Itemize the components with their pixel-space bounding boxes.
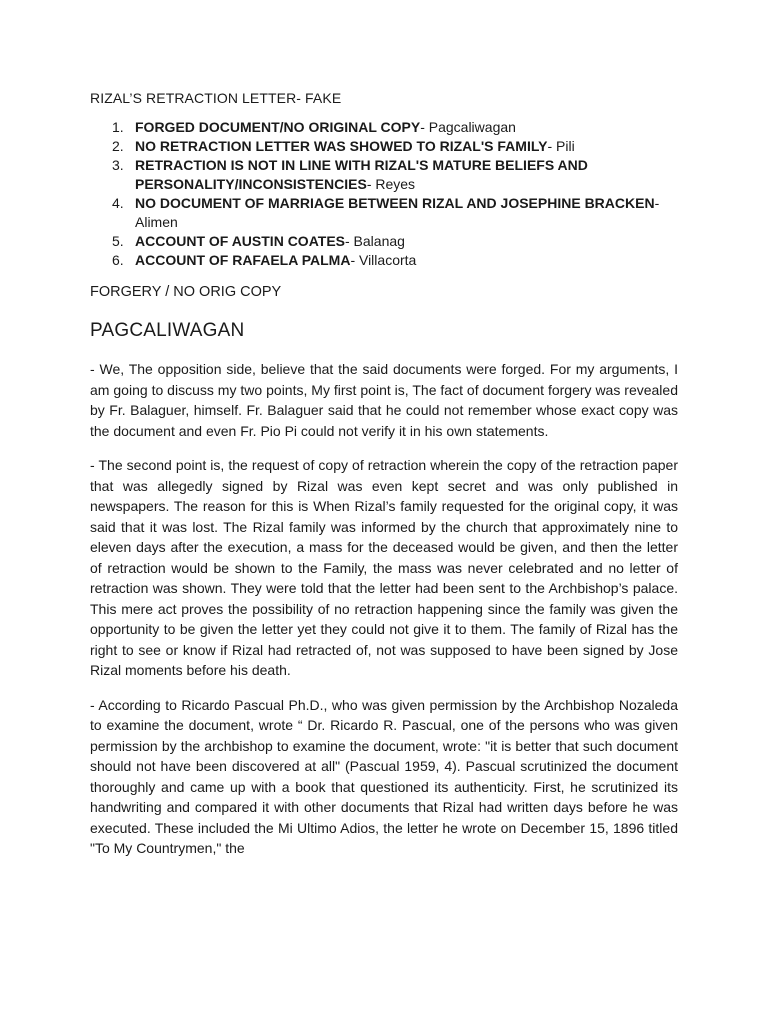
section-label: FORGERY / NO ORIG COPY bbox=[90, 284, 282, 300]
paragraph: - We, The opposition side, believe that the said documents were forged. For my arguments, I am going to discuss my two points, My first point is, The fact of document forgery was revealed by Fr. Balaguer, himself. Fr. Balaguer said that he could not remember whose exact copy was the document and even Fr. Pio Pi could not verify it in his own statements. bbox=[90, 361, 678, 439]
speaker-heading: PAGCALIWAGAN bbox=[90, 320, 245, 341]
list-item-speaker: - Reyes bbox=[366, 176, 416, 192]
list-item bbox=[90, 194, 678, 232]
list-item bbox=[90, 251, 678, 270]
paragraph: - The second point is, the request of copy of retraction wherein the copy of the retraction paper that was allegedly signed by Rizal was even kept secret and was only published in newspapers. The reason for this is When Rizal’s family requested for the original copy, it was said that it was lost. The Rizal family was informed by the church that approximately nine to eleven days after the execution, a mass for the deceased would be given, and then the letter of retraction would be shown to the Family, the mass was never celebrated and no letter of retraction was shown. They were told that the letter had been sent to the Archbishop’s palace. This mere act proves the possibility of no retraction happening since the family was given the opportunity to be given the letter yet they could not give it to them. The family of Rizal has the right to see or know if Rizal had retracted of, not was supposed to have been signed by Jose Rizal moments before his death. bbox=[90, 457, 678, 678]
list-item-number: 5. bbox=[112, 233, 124, 249]
list-item-number: 6. bbox=[112, 252, 124, 268]
list-item bbox=[90, 137, 678, 156]
list-item bbox=[90, 118, 678, 137]
list-item-number: 4. bbox=[112, 195, 124, 211]
list-item-number: 2. bbox=[112, 138, 124, 154]
list-item-speaker: - Pili bbox=[547, 138, 575, 154]
list-item-number: 3. bbox=[112, 157, 124, 173]
points-list bbox=[90, 118, 678, 270]
list-item bbox=[90, 232, 678, 251]
list-item-speaker: - Alimen bbox=[135, 195, 660, 230]
list-item-speaker: - Pagcaliwagan bbox=[420, 119, 516, 135]
list-item bbox=[90, 156, 678, 194]
list-item-number: 1. bbox=[112, 119, 124, 135]
list-item-heading: FORGED DOCUMENT/NO ORIGINAL COPY bbox=[135, 119, 421, 135]
list-item-speaker: - Villacorta bbox=[350, 252, 417, 268]
list-item-heading: ACCOUNT OF RAFAELA PALMA bbox=[135, 252, 351, 268]
paragraph: - According to Ricardo Pascual Ph.D., who was given permission by the Archbishop Nozaleda to examine the document, wrote “ Dr. Ricardo R. Pascual, one of the persons who was given permission by the archbishop to examine the document, wrote: "it is better that such document should not have been discovered at all" (Pascual 1959, 4). Pascual scrutinized the document thoroughly and came up with a book that questioned its authenticity. First, he scrutinized its handwriting and compared it with other documents that Rizal had written days before he was executed. These included the Mi Ultimo Adios, the letter he wrote on December 15, 1896 titled "To My Countrymen," the bbox=[90, 696, 678, 856]
list-item-heading: RETRACTION IS NOT IN LINE WITH RIZAL'S MATURE BELIEFS AND PERSONALITY/INCONSISTENCIES bbox=[135, 157, 588, 192]
list-item-heading: NO DOCUMENT OF MARRIAGE BETWEEN RIZAL AND JOSEPHINE BRACKEN bbox=[135, 195, 655, 211]
list-item-heading: NO RETRACTION LETTER WAS SHOWED TO RIZAL'S FAMILY bbox=[135, 138, 548, 154]
document-page bbox=[90, 88, 678, 873]
document-title: RIZAL’S RETRACTION LETTER- FAKE bbox=[90, 90, 342, 106]
list-item-heading: ACCOUNT OF AUSTIN COATES bbox=[135, 233, 345, 249]
list-item-speaker: - Balanag bbox=[345, 233, 405, 249]
